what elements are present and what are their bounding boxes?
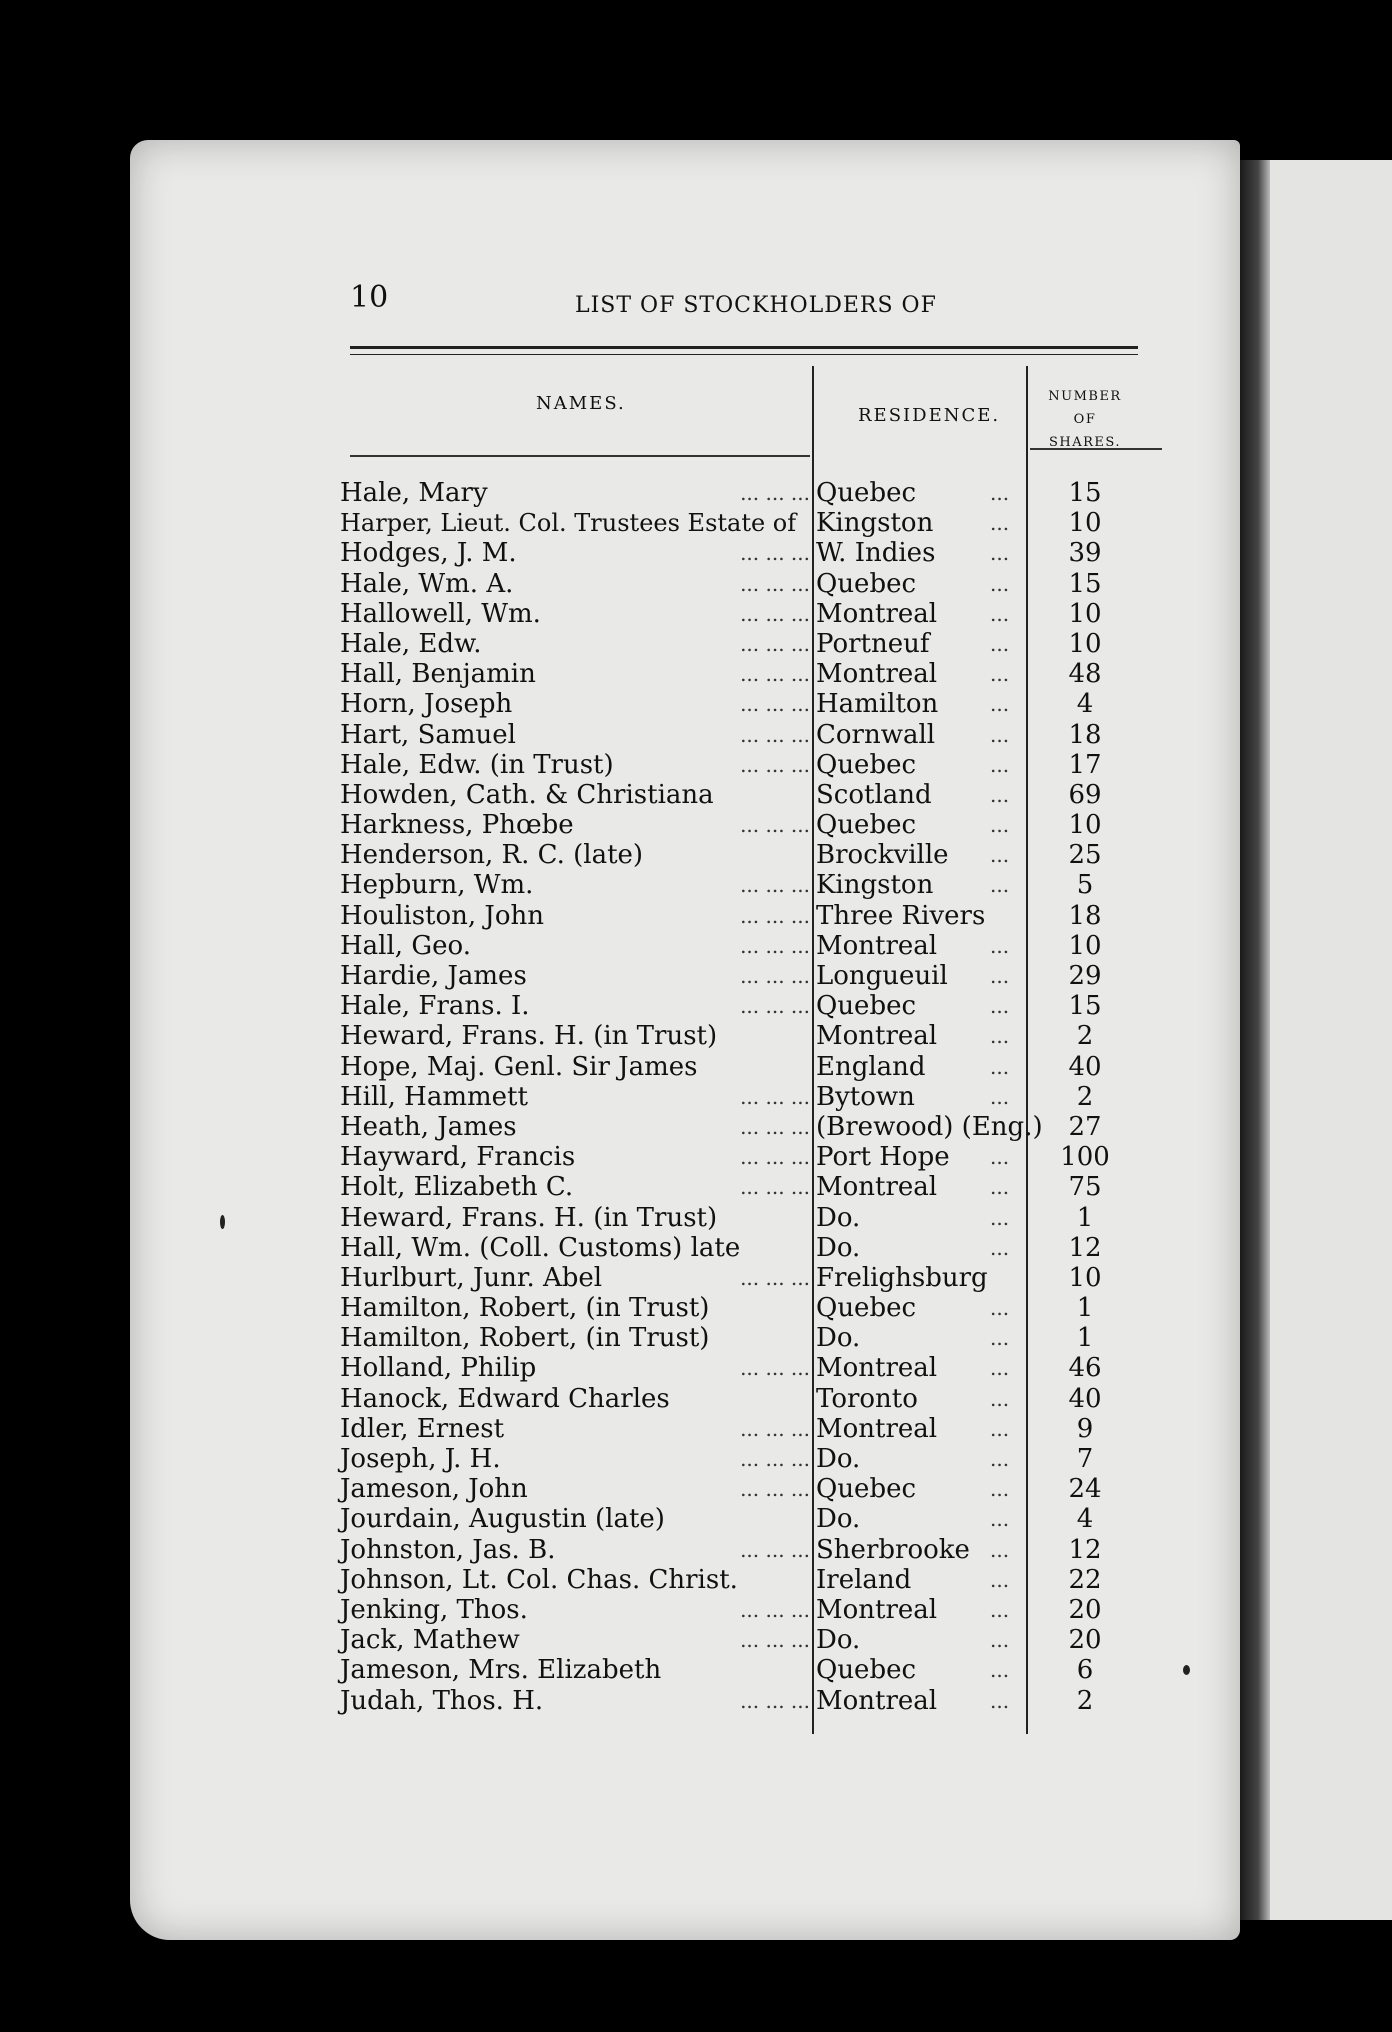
leader-dots: ... (990, 813, 1010, 838)
share-count: 2 (1076, 1081, 1094, 1112)
leader-dots: ... ... ... (740, 631, 810, 656)
stockholder-residence: Quebec (816, 568, 917, 599)
stockholder-name: Harkness, Phœbe (340, 810, 574, 841)
share-count: 12 (1068, 1232, 1102, 1263)
leader-dots: ... (990, 571, 1010, 596)
table-row (340, 961, 1140, 991)
leader-dots: ... (990, 1205, 1010, 1230)
share-count: 20 (1068, 1594, 1102, 1625)
stockholder-name: Hill, Hammett (340, 1081, 528, 1112)
leader-dots: ... (990, 692, 1010, 717)
share-count: 18 (1068, 900, 1102, 931)
share-count: 22 (1068, 1564, 1102, 1595)
running-title: LIST OF STOCKHOLDERS OF (575, 293, 937, 318)
stockholder-name: Jenking, Thos. (340, 1594, 528, 1625)
stockholder-name: Holland, Philip (340, 1353, 537, 1384)
share-count: 7 (1076, 1444, 1094, 1474)
share-count: 39 (1068, 538, 1102, 569)
leader-dots: ... ... ... (740, 752, 810, 777)
leader-dots: ... (990, 511, 1010, 536)
leader-dots: ... (990, 933, 1010, 958)
share-count: 12 (1068, 1534, 1102, 1565)
leader-dots: ... (990, 1235, 1010, 1260)
share-count: 4 (1076, 689, 1094, 720)
table-row (340, 1414, 1140, 1444)
leader-dots: ... ... ... (740, 1477, 810, 1502)
ink-speck (220, 1215, 225, 1229)
share-count: 1 (1076, 1293, 1094, 1324)
stockholder-residence: Montreal (816, 1172, 938, 1203)
stockholder-residence: Montreal (816, 1413, 938, 1444)
stockholder-residence: Montreal (816, 1685, 938, 1716)
stockholder-residence: W. Indies (816, 538, 936, 569)
shares-header-line2: OF (1073, 412, 1097, 427)
share-count: 10 (1068, 628, 1102, 659)
table-row (340, 780, 1140, 810)
leader-dots: ... (990, 782, 1010, 807)
table-row (340, 1655, 1140, 1685)
stockholder-name: Harper, Lieut. Col. Trustees Estate of (340, 509, 797, 538)
share-count: 100 (1060, 1142, 1110, 1173)
top-rule-thin (350, 354, 1138, 355)
share-count: 20 (1068, 1625, 1102, 1656)
stockholder-residence: Montreal (816, 659, 938, 690)
stockholder-residence: Quebec (816, 478, 917, 508)
table-row (340, 1082, 1140, 1112)
stockholder-residence: Montreal (816, 598, 938, 629)
share-count: 4 (1076, 1504, 1094, 1535)
leader-dots: ... (990, 631, 1010, 656)
leader-dots: ... ... ... (740, 662, 810, 687)
table-row (340, 1323, 1140, 1353)
share-count: 6 (1076, 1655, 1094, 1686)
leader-dots: ... (990, 1688, 1010, 1713)
table-row (340, 629, 1140, 659)
share-count: 10 (1068, 598, 1102, 629)
table-row (340, 991, 1140, 1021)
table-row (340, 720, 1140, 750)
leader-dots: ... ... ... (740, 813, 810, 838)
share-count: 24 (1068, 1474, 1102, 1505)
leader-dots: ... (990, 1416, 1010, 1441)
stockholder-residence: Quebec (816, 1655, 917, 1686)
leader-dots: ... (990, 601, 1010, 626)
stockholder-name: Hayward, Francis (340, 1142, 576, 1173)
table-row (340, 478, 1140, 508)
stockholder-residence: Bytown (816, 1081, 915, 1112)
stockholder-residence: Do. (816, 1444, 861, 1474)
stockholder-residence: Montreal (816, 1353, 938, 1384)
stockholder-residence: Hamilton (816, 689, 939, 720)
table-row (340, 1504, 1140, 1534)
stockholder-residence: (Brewood) (Eng.) (816, 1111, 1043, 1142)
header-rule-names (350, 455, 810, 457)
leader-dots: ... (990, 1507, 1010, 1532)
share-count: 2 (1076, 1685, 1094, 1716)
share-count: 40 (1068, 1383, 1102, 1414)
stockholder-name: Hale, Edw. (in Trust) (340, 749, 614, 780)
stockholder-name: Heath, James (340, 1111, 517, 1142)
share-count: 10 (1068, 1262, 1102, 1293)
table-row (340, 901, 1140, 931)
stockholder-name: Heward, Frans. H. (in Trust) (340, 1202, 718, 1233)
table-row (340, 931, 1140, 961)
stockholder-name: Hurlburt, Junr. Abel (340, 1262, 603, 1293)
leader-dots: ... (990, 541, 1010, 566)
ink-speck (1183, 1665, 1190, 1675)
stockholder-name: Holt, Elizabeth C. (340, 1172, 574, 1203)
stockholder-residence: Portneuf (816, 628, 930, 659)
table-row (340, 1565, 1140, 1595)
table-row (340, 750, 1140, 780)
table-row (340, 1444, 1140, 1474)
book-gutter (1240, 160, 1270, 1920)
leader-dots: ... ... ... (740, 1416, 810, 1441)
page-number: 10 (350, 280, 389, 315)
stockholder-name: Jack, Mathew (340, 1625, 520, 1656)
table-row (340, 1263, 1140, 1293)
stockholder-name: Idler, Ernest (340, 1413, 505, 1444)
table-row (340, 1112, 1140, 1142)
column-header-shares (1030, 385, 1140, 454)
leader-dots: ... ... ... (740, 903, 810, 928)
leader-dots: ... ... ... (740, 722, 810, 747)
table-row (340, 1142, 1140, 1172)
share-count: 25 (1068, 840, 1102, 871)
share-count: 10 (1068, 930, 1102, 961)
table-row (340, 840, 1140, 870)
stockholder-name: Johnson, Lt. Col. Chas. Christ. (340, 1564, 738, 1595)
share-count: 10 (1068, 508, 1102, 539)
stockholder-name: Jourdain, Augustin (late) (340, 1504, 665, 1535)
share-count: 18 (1068, 719, 1102, 750)
leader-dots: ... ... ... (740, 481, 810, 505)
leader-dots: ... ... ... (740, 994, 810, 1019)
stockholder-name: Hope, Maj. Genl. Sir James (340, 1051, 698, 1082)
share-count: 15 (1068, 568, 1102, 599)
leader-dots: ... (990, 1567, 1010, 1592)
stockholder-name: Hale, Wm. A. (340, 568, 514, 599)
shares-header-line3: SHARES. (1049, 435, 1121, 450)
stockholder-name: Hale, Edw. (340, 628, 482, 659)
table-row (340, 599, 1140, 629)
share-count: 10 (1068, 810, 1102, 841)
shares-header-line1: NUMBER (1048, 389, 1122, 404)
stockholder-name: Hallowell, Wm. (340, 598, 541, 629)
share-count: 69 (1068, 779, 1102, 810)
header-rule-shares (1030, 448, 1162, 450)
share-count: 40 (1068, 1051, 1102, 1082)
table-row (340, 508, 1140, 538)
leader-dots: ... ... ... (740, 1447, 810, 1471)
leader-dots: ... (990, 1537, 1010, 1562)
stockholder-residence: Kingston (816, 870, 934, 901)
stockholder-name: Houliston, John (340, 900, 544, 931)
leader-dots: ... ... ... (740, 933, 810, 958)
stockholder-residence: Do. (816, 1323, 861, 1354)
share-count: 46 (1068, 1353, 1102, 1384)
table-row (340, 1293, 1140, 1323)
share-count: 15 (1068, 478, 1102, 508)
leader-dots: ... (990, 1658, 1010, 1683)
stockholder-residence: Do. (816, 1202, 861, 1233)
leader-dots: ... ... ... (740, 1084, 810, 1109)
stockholder-residence: Kingston (816, 508, 934, 539)
stockholder-residence: Three Rivers (816, 900, 986, 931)
share-count: 2 (1076, 1021, 1094, 1052)
leader-dots: ... (990, 662, 1010, 687)
stockholder-name: Johnston, Jas. B. (340, 1534, 556, 1565)
stockholder-residence: Scotland (816, 779, 932, 810)
leader-dots: ... ... ... (740, 1537, 810, 1562)
share-count: 9 (1076, 1413, 1094, 1444)
stockholder-name: Hall, Benjamin (340, 659, 536, 690)
leader-dots: ... (990, 1628, 1010, 1653)
leader-dots: ... ... ... (740, 1175, 810, 1200)
share-count: 1 (1076, 1323, 1094, 1354)
leader-dots: ... (990, 964, 1010, 988)
stockholder-name: Judah, Thos. H. (340, 1685, 544, 1716)
leader-dots: ... (990, 1597, 1010, 1622)
column-header-residence: RESIDENCE. (858, 405, 1001, 426)
stockholder-residence: Quebec (816, 1293, 917, 1324)
leader-dots: ... ... ... (740, 964, 810, 988)
share-count: 5 (1076, 870, 1094, 901)
table-row (340, 870, 1140, 900)
stockholder-residence: Quebec (816, 1474, 917, 1505)
leader-dots: ... (990, 1024, 1010, 1049)
column-header-names: NAMES. (536, 393, 626, 414)
leader-dots: ... (990, 1054, 1010, 1079)
stockholder-name: Hamilton, Robert, (in Trust) (340, 1293, 710, 1324)
leader-dots: ... ... ... (740, 1597, 810, 1622)
table-row (340, 689, 1140, 719)
leader-dots: ... ... ... (740, 873, 810, 898)
share-count: 27 (1068, 1111, 1102, 1142)
stockholder-name: Jameson, Mrs. Elizabeth (340, 1655, 662, 1686)
stockholder-name: Hart, Samuel (340, 719, 516, 750)
stockholder-name: Hamilton, Robert, (in Trust) (340, 1323, 710, 1354)
table-row (340, 1384, 1140, 1414)
stockholder-list (340, 478, 1140, 1716)
stockholder-residence: Do. (816, 1504, 861, 1535)
stockholder-residence: Quebec (816, 749, 917, 780)
stockholder-residence: Longueuil (816, 961, 948, 991)
table-row (340, 659, 1140, 689)
table-row (340, 569, 1140, 599)
table-row (340, 1353, 1140, 1383)
leader-dots: ... (990, 752, 1010, 777)
stockholder-residence: Quebec (816, 810, 917, 841)
stockholder-name: Hale, Frans. I. (340, 991, 530, 1022)
stockholder-residence: Do. (816, 1232, 861, 1263)
stockholder-name: Hall, Geo. (340, 930, 471, 961)
table-row (340, 1172, 1140, 1202)
share-count: 17 (1068, 749, 1102, 780)
leader-dots: ... (990, 1175, 1010, 1200)
leader-dots: ... ... ... (740, 1114, 810, 1139)
stockholder-name: Hardie, James (340, 961, 527, 991)
table-row (340, 1535, 1140, 1565)
leader-dots: ... ... ... (740, 692, 810, 717)
leader-dots: ... (990, 722, 1010, 747)
stockholder-residence: Sherbrooke (816, 1534, 970, 1565)
stockholder-residence: Port Hope (816, 1142, 950, 1173)
table-row (340, 1203, 1140, 1233)
leader-dots: ... ... ... (740, 571, 810, 596)
stockholder-residence: Do. (816, 1625, 861, 1656)
table-row (340, 1052, 1140, 1082)
stockholder-name: Hale, Mary (340, 478, 488, 508)
stockholder-residence: Quebec (816, 991, 917, 1022)
share-count: 15 (1068, 991, 1102, 1022)
share-count: 48 (1068, 659, 1102, 690)
leader-dots: ... (990, 481, 1010, 505)
table-row (340, 1686, 1140, 1716)
leader-dots: ... ... ... (740, 541, 810, 566)
stockholder-residence: Frelighsburg (816, 1262, 988, 1293)
share-count: 1 (1076, 1202, 1094, 1233)
stockholder-residence: Brockville (816, 840, 949, 871)
share-count: 29 (1068, 961, 1102, 991)
stockholder-name: Howden, Cath. & Christiana (340, 779, 714, 810)
stockholder-residence: Cornwall (816, 719, 936, 750)
stockholder-name: Horn, Joseph (340, 689, 513, 720)
leader-dots: ... (990, 1356, 1010, 1381)
stockholder-residence: England (816, 1051, 926, 1082)
stockholder-residence: Ireland (816, 1564, 912, 1595)
leader-dots: ... (990, 843, 1010, 868)
leader-dots: ... (990, 994, 1010, 1019)
stockholder-name: Hall, Wm. (Coll. Customs) late (340, 1232, 741, 1263)
leader-dots: ... (990, 1145, 1010, 1170)
leader-dots: ... ... ... (740, 1688, 810, 1713)
leader-dots: ... (990, 873, 1010, 898)
stockholder-name: Hodges, J. M. (340, 538, 517, 569)
stockholder-residence: Montreal (816, 930, 938, 961)
share-count: 75 (1068, 1172, 1102, 1203)
stockholder-residence: Montreal (816, 1021, 938, 1052)
stockholder-name: Henderson, R. C. (late) (340, 840, 644, 871)
stockholder-name: Joseph, J. H. (340, 1444, 501, 1474)
table-row (340, 1474, 1140, 1504)
leader-dots: ... ... ... (740, 601, 810, 626)
stockholder-name: Hanock, Edward Charles (340, 1383, 670, 1414)
leader-dots: ... ... ... (740, 1628, 810, 1653)
table-row (340, 810, 1140, 840)
leader-dots: ... ... ... (740, 1145, 810, 1170)
leader-dots: ... (990, 1386, 1010, 1411)
stockholder-residence: Toronto (816, 1383, 918, 1414)
leader-dots: ... ... ... (740, 1265, 810, 1290)
stockholder-name: Heward, Frans. H. (in Trust) (340, 1021, 718, 1052)
leader-dots: ... (990, 1326, 1010, 1351)
stockholder-name: Hepburn, Wm. (340, 870, 534, 901)
stockholder-residence: Montreal (816, 1594, 938, 1625)
table-row (340, 1625, 1140, 1655)
leader-dots: ... (990, 1477, 1010, 1502)
leader-dots: ... (990, 1296, 1010, 1321)
stockholder-name: Jameson, John (340, 1474, 528, 1505)
table-row (340, 1233, 1140, 1263)
leader-dots: ... (990, 1084, 1010, 1109)
top-rule (350, 346, 1138, 349)
leader-dots: ... (990, 1447, 1010, 1471)
table-row (340, 1595, 1140, 1625)
table-row (340, 538, 1140, 568)
leader-dots: ... ... ... (740, 1356, 810, 1381)
table-row (340, 1021, 1140, 1051)
